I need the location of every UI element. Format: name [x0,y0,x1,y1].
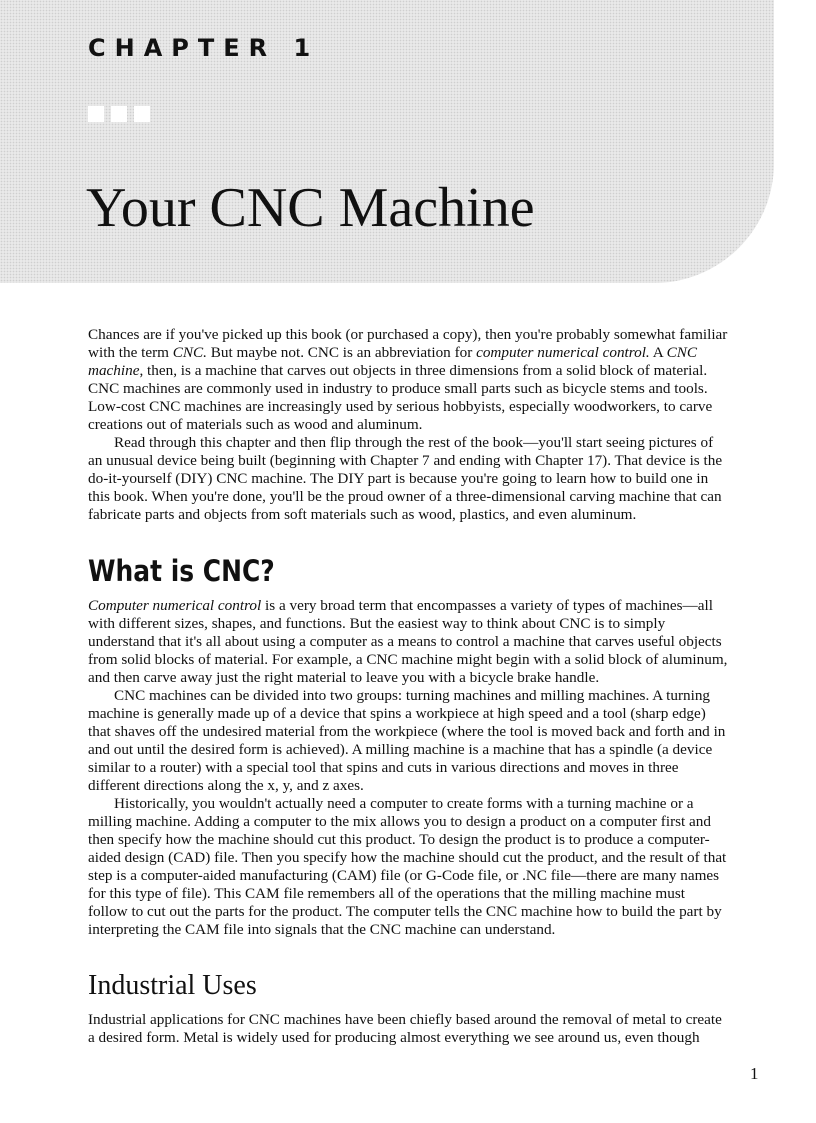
page-body [88,326,728,1047]
section-heading-industrial-uses: Industrial Uses [88,970,257,1001]
term-computer-numerical-control: Computer numerical control [88,597,262,614]
square-icon [134,106,150,122]
page-number: 1 [750,1064,759,1083]
cnc-paragraph-2: CNC machines can be divided into two groups: turning machines and milling machines. A turning machine is generally made up of a device that spins a workpiece at high speed and a tool (sharp edge) that shaves off the undesired material from the workpiece (where the tool is moved back and forth and in and out until the desired form is achieved). A milling machine is a machine that has a spindle (a device similar to a router) with a special tool that spins and cuts in various directions and moves in three different directions along the x, y, and z axes. [88,687,726,794]
chapter-header-band [0,0,774,283]
chapter-label: CHAPTER 1 [88,34,320,62]
intro-paragraph-1: Chances are if you've picked up this book (or purchased a copy), then you're probably somewhat familiar with the term CNC. But maybe not. CNC is an abbreviation for computer numerical control. A CNC machine, then, is a machine that carves out objects in three dimensions from a solid block of material. CNC machines are commonly used in industry to produce small parts such as bicycle stems and tools. Low-cost CNC machines are increasingly used by serious hobbyists, especially woodworkers, to carve creations out of materials such as wood and aluminum. [88,326,728,433]
square-icon [111,106,127,122]
industrial-paragraph-1: Industrial applications for CNC machines have been chiefly based around the removal of metal to create a desired form. Metal is widely used for producing almost everything we see around us, even though [88,1011,722,1046]
intro-paragraph-2: Read through this chapter and then flip through the rest of the book—you'll start seeing pictures of an unusual device being built (beginning with Chapter 7 and ending with Chapter 17). That device is the do-it-yourself (DIY) CNC machine. The DIY part is because you're going to learn how to build one in this book. When you're done, you'll be the proud owner of a three-dimensional carving machine that can fabricate parts and objects from soft materials such as wood, plastics, and even aluminum. [88,434,723,523]
section-heading-what-is-cnc: What is CNC? [88,554,275,588]
square-icon [88,106,104,122]
cnc-paragraph-3: Historically, you wouldn't actually need a computer to create forms with a turning machine or a milling machine. Adding a computer to the mix allows you to design a product on a computer first and then specify how the machine should cut this product. To design the product is to produce a computer-aided design (CAD) file. Then you specify how the machine should cut the product, and the result of that step is a computer-aided manufacturing (CAM) file (or G-Code file, or .NC file—there are many names for this type of file). This CAM file remembers all of the operations that the milling machine must follow to cut out the parts for the product. The computer tells the CNC machine how to build the part by interpreting the CAM file into signals that the CNC machine can understand. [88,795,727,938]
term-cnc-machine: CNC machine [88,344,698,379]
term-computer-numerical-control: computer numerical control. [476,344,650,361]
term-cnc: CNC. [172,344,207,361]
decorative-squares [88,106,150,122]
cnc-paragraph-1: Computer numerical control is a very broad term that encompasses a variety of types of machines—all with different sizes, shapes, and functions. But the easiest way to think about CNC is to simply understand that it's all about using a computer as a means to control a machine that carves useful objects from solid blocks of material. For example, a CNC machine might begin with a solid block of aluminum, and then carve away just the right material to leave you with a bicycle brake handle. [88,597,728,686]
chapter-title: Your CNC Machine [86,177,535,239]
